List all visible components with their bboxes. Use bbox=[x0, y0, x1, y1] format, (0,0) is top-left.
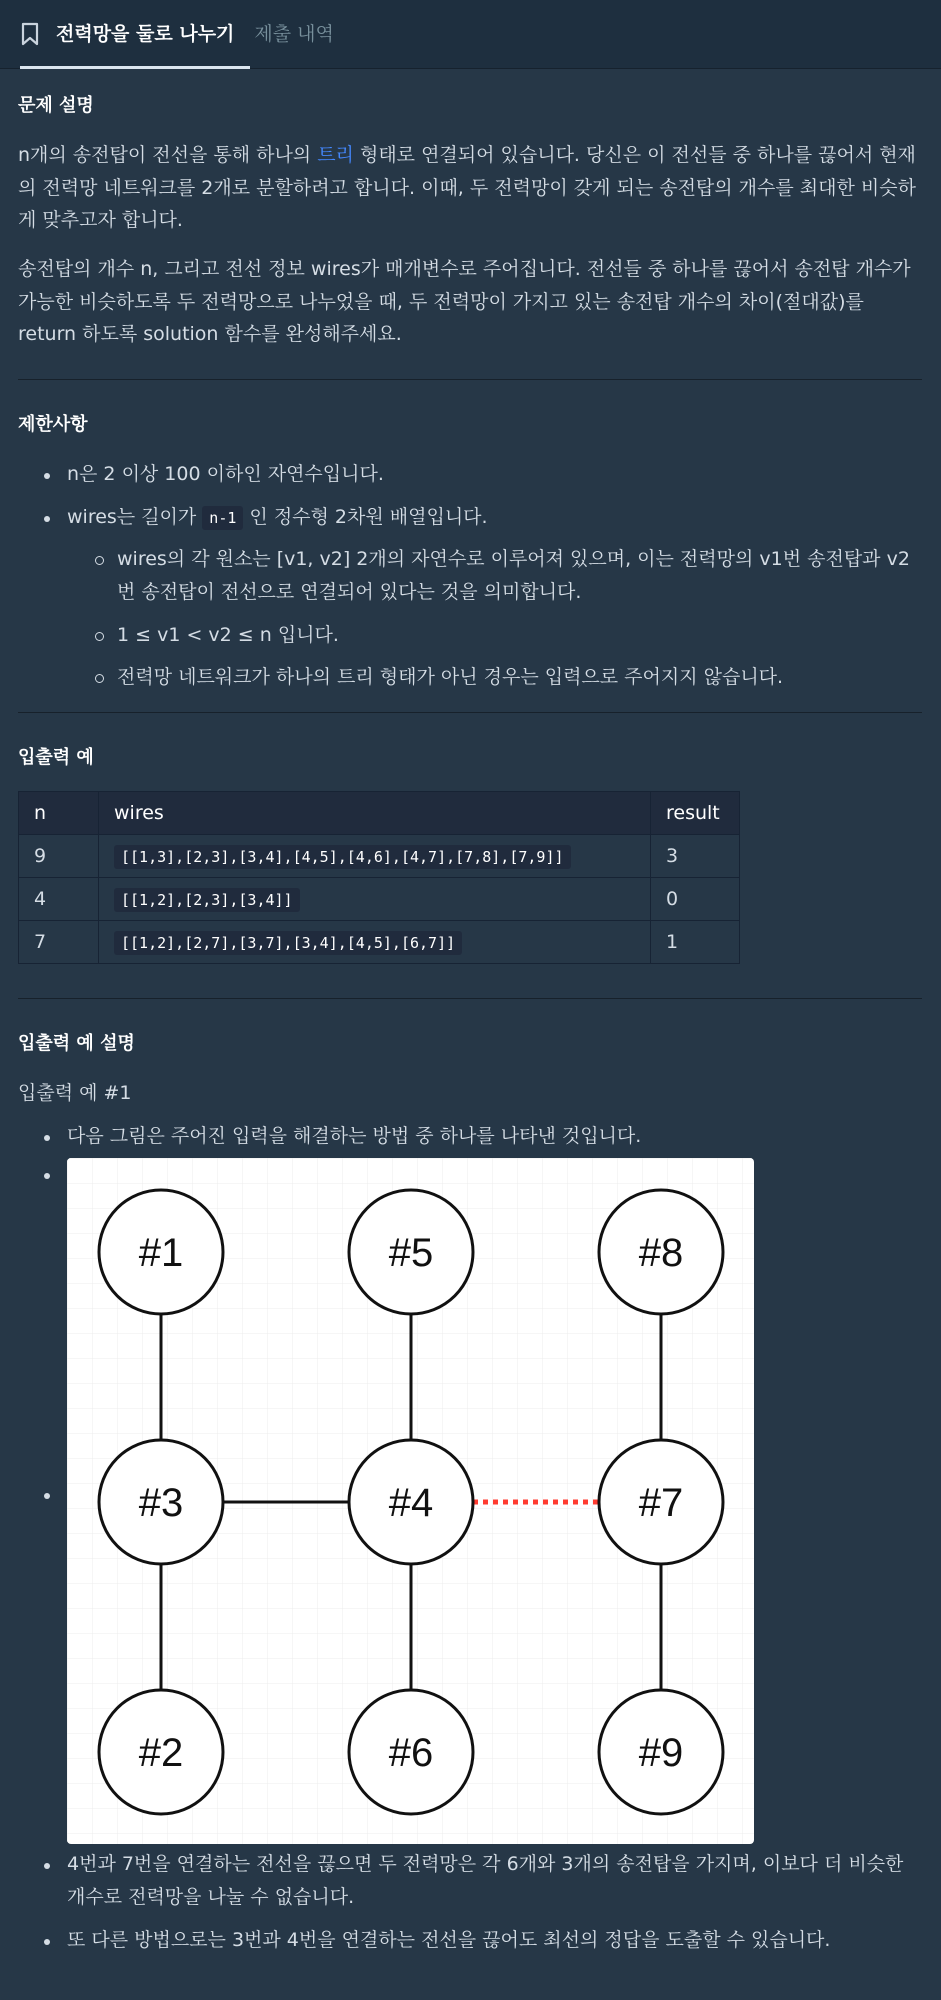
divider bbox=[18, 998, 922, 999]
tree-link[interactable]: 트리 bbox=[317, 143, 354, 166]
problem-content bbox=[0, 69, 941, 1956]
constraint-text: wires는 길이가 bbox=[67, 505, 203, 528]
tree-node bbox=[99, 1190, 223, 1314]
tree-node-label: #7 bbox=[638, 1481, 684, 1526]
tab-bar bbox=[0, 0, 941, 69]
tree-node bbox=[99, 1440, 223, 1564]
tree-node bbox=[349, 1440, 473, 1564]
table-row bbox=[19, 834, 740, 877]
tree-node bbox=[599, 1440, 723, 1564]
divider bbox=[18, 379, 922, 380]
tab-submissions[interactable] bbox=[250, 0, 349, 68]
wires-code: [[1,3],[2,3],[3,4],[4,5],[4,6],[4,7],[7,8],[7,9]] bbox=[114, 845, 571, 869]
problem-heading: 문제 설명 bbox=[18, 95, 94, 116]
tab-problem-label: 전력망을 둘로 나누기 bbox=[56, 22, 235, 45]
cell-n: 7 bbox=[19, 920, 99, 963]
cell-result: 3 bbox=[651, 834, 740, 877]
constraints-list bbox=[18, 458, 922, 694]
example-1-title: 입출력 예 #1 bbox=[18, 1081, 132, 1104]
tree-node-label: #8 bbox=[638, 1231, 684, 1276]
cell-result: 1 bbox=[651, 920, 740, 963]
constraint-subitem: wires의 각 원소는 [v1, v2] 2개의 자연수로 이루어져 있으며, 이는 전력망의 v1번 송전탑과 v2번 송전탑이 전선으로 연결되어 있다는 것을 의미합니다. bbox=[117, 543, 922, 608]
examples-table bbox=[18, 791, 740, 964]
constraint-item: n은 2 이상 100 이하인 자연수입니다. bbox=[67, 458, 922, 491]
tree-node-label: #4 bbox=[388, 1481, 434, 1526]
column-header-n: n bbox=[19, 791, 99, 834]
wires-code: [[1,2],[2,7],[3,7],[3,4],[4,5],[6,7]] bbox=[114, 931, 462, 955]
tree-node bbox=[99, 1690, 223, 1814]
tree-node-label: #3 bbox=[138, 1481, 184, 1526]
explanation-list bbox=[18, 1120, 922, 1957]
constraint-subitem: 전력망 네트워크가 하나의 트리 형태가 아닌 경우는 입력으로 주어지지 않습니다. bbox=[117, 661, 922, 694]
tree-diagram bbox=[67, 1158, 754, 1844]
tree-node bbox=[599, 1690, 723, 1814]
cell-result: 0 bbox=[651, 877, 740, 920]
divider bbox=[18, 712, 922, 713]
problem-text: 형태로 연결되어 있습니다. 당신은 이 전선들 중 하나를 끊어서 현재의 전력망 네트워크를 2개로 분할하려고 합니다. 이때, 두 전력망이 갖게 되는 송전탑의 개수를 최대한 비슷하게 맞추고자 합니다. bbox=[18, 143, 916, 232]
explanation-item: 또 다른 방법으로는 3번과 4번을 연결하는 전선을 끊어도 최선의 정답을 도출할 수 있습니다. bbox=[67, 1924, 922, 1957]
problem-paragraph-2: 송전탑의 개수 n, 그리고 전선 정보 wires가 매개변수로 주어집니다. 전선들 중 하나를 끊어서 송전탑 개수가 가능한 비슷하도록 두 전력망으로 나누었을 때, 두 전력망이 가지고 있는 송전탑 개수의 차이(절대값)를 return 하도록 solution 함수를 완성해주세요. bbox=[18, 257, 911, 346]
column-header-wires: wires bbox=[99, 791, 651, 834]
examples-heading: 입출력 예 bbox=[18, 746, 94, 768]
cell-n: 4 bbox=[19, 877, 99, 920]
cell-wires bbox=[99, 834, 651, 877]
constraint-sublist bbox=[67, 543, 922, 694]
constraint-text: 인 정수형 2차원 배열입니다. bbox=[243, 505, 488, 528]
tree-node-label: #5 bbox=[388, 1231, 434, 1276]
cell-wires bbox=[99, 920, 651, 963]
bullet-dot bbox=[44, 1493, 50, 1499]
table-header-row bbox=[19, 791, 740, 834]
figure-wrap bbox=[67, 1158, 922, 1844]
explanation-heading: 입출력 예 설명 bbox=[18, 1032, 135, 1054]
wires-code: [[1,2],[2,3],[3,4]] bbox=[114, 888, 300, 912]
tree-node-label: #6 bbox=[388, 1731, 434, 1776]
tree-node bbox=[349, 1190, 473, 1314]
constraint-item bbox=[67, 501, 922, 694]
explanation-item: 4번과 7번을 연결하는 전선을 끊으면 두 전력망은 각 6개와 3개의 송전탑을 가지며, 이보다 더 비슷한 개수로 전력망을 나눌 수 없습니다. bbox=[67, 1848, 922, 1913]
cell-wires bbox=[99, 877, 651, 920]
problem-text: n개의 송전탑이 전선을 통해 하나의 bbox=[18, 143, 318, 166]
inline-code: n-1 bbox=[202, 506, 243, 530]
tab-problem[interactable] bbox=[20, 0, 250, 68]
tree-node bbox=[349, 1690, 473, 1814]
tab-submissions-label: 제출 내역 bbox=[254, 22, 334, 45]
tree-node-label: #9 bbox=[638, 1731, 684, 1776]
tree-node-label: #1 bbox=[138, 1231, 184, 1276]
column-header-result: result bbox=[651, 791, 740, 834]
table-row bbox=[19, 920, 740, 963]
bookmark-icon[interactable] bbox=[20, 22, 40, 46]
figure-item bbox=[67, 1158, 922, 1844]
cell-n: 9 bbox=[19, 834, 99, 877]
tree-node bbox=[599, 1190, 723, 1314]
constraints-heading: 제한사항 bbox=[18, 413, 88, 435]
constraint-subitem: 1 ≤ v1 < v2 ≤ n 입니다. bbox=[117, 619, 922, 652]
problem-paragraph-1 bbox=[18, 139, 922, 237]
table-row bbox=[19, 877, 740, 920]
tree-node-label: #2 bbox=[138, 1731, 184, 1776]
explanation-item: 다음 그림은 주어진 입력을 해결하는 방법 중 하나를 나타낸 것입니다. bbox=[67, 1120, 922, 1153]
